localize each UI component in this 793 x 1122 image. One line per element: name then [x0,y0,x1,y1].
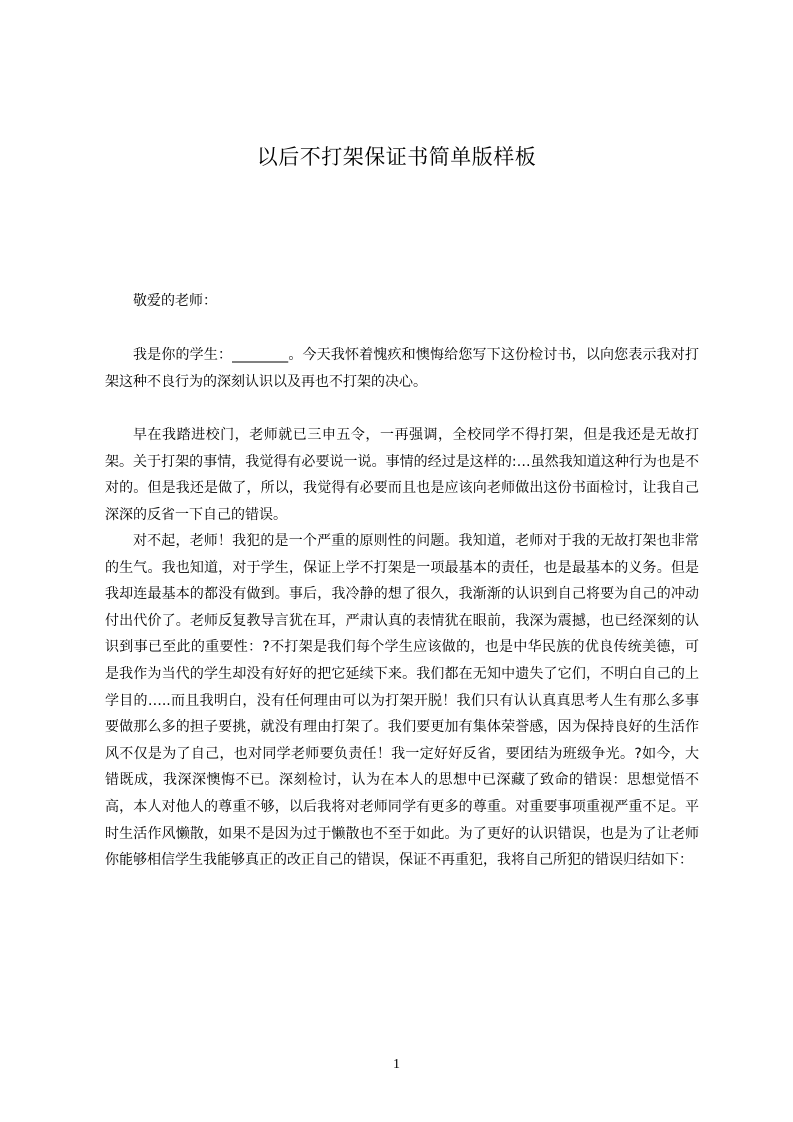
paragraph-2 [105,422,699,528]
paragraph-2-text: 早在我踏进校门，老师就已三申五令，一再强调，全校同学不得打架，但是我还是无故打架。关于打架的事情，我觉得有必要说一说。事情的经过是这样的:…虽然我知道这种行为也是不对的。但是我还是做了，所以，我觉得有必要而且也是应该向老师做出这份书面检讨，让我自己深深的反省一下自己的错误。 [105,427,699,523]
page-number: 1 [393,1057,400,1072]
paragraph-1-text: 我是你的学生：________。今天我怀着愧疚和懊悔给您写下这份检讨书，以向您表示我对打架这种不良行为的深刻认识以及再也不打架的决心。 [105,347,699,390]
paragraph-1 [105,342,699,395]
document-title: 以后不打架保证书简单版样板 [256,145,537,169]
paragraph-3-text: 对不起，老师！我犯的是一个严重的原则性的问题。我知道，老师对于我的无故打架也非常的生气。我也知道，对于学生，保证上学不打架是一项最基本的责任，也是最基本的义务。但是我却连最基本的都没有做到。事后，我冷静的想了很久，我渐渐的认识到自己将要为自己的冲动付出代价了。老师反复教导言犹在耳，严肃认真的表情犹在眼前，我深为震撼，也已经深刻的认识到事已至此的重要性：?不打架是我们每个学生应该做的，也是中华民族的优良传统美德，可是我作为当代的学生却没有好好的把它延续下来。我们都在无知中遗失了它们，不明白自己的上学目的…..而且我明白，没有任何理由可以为打架开脱！我们只有认认真真思考人生有那么多事要做那么多的担子要挑，就没有理由打架了。我们要更加有集体荣誉感，因为保持良好的生活作风不仅是为了自己，也对同学老师要负责任！我一定好好反省，要团结为班级争光。?如今，大错既成，我深深懊悔不已。深刻检讨，认为在本人的思想中已深藏了致命的错误：思想觉悟不高，本人对他人的尊重不够，以后我将对老师同学有更多的尊重。对重要事项重视严重不足。平时生活作风懒散，如果不是因为过于懒散也不至于如此。为了更好的认识错误，也是为了让老师你能够相信学生我能够真正的改正自己的错误，保证不再重犯，我将自己所犯的错误归结如下： [105,533,699,869]
paragraph-3 [105,528,699,874]
salutation-text: 敬爱的老师： [133,293,217,309]
salutation [105,288,699,315]
